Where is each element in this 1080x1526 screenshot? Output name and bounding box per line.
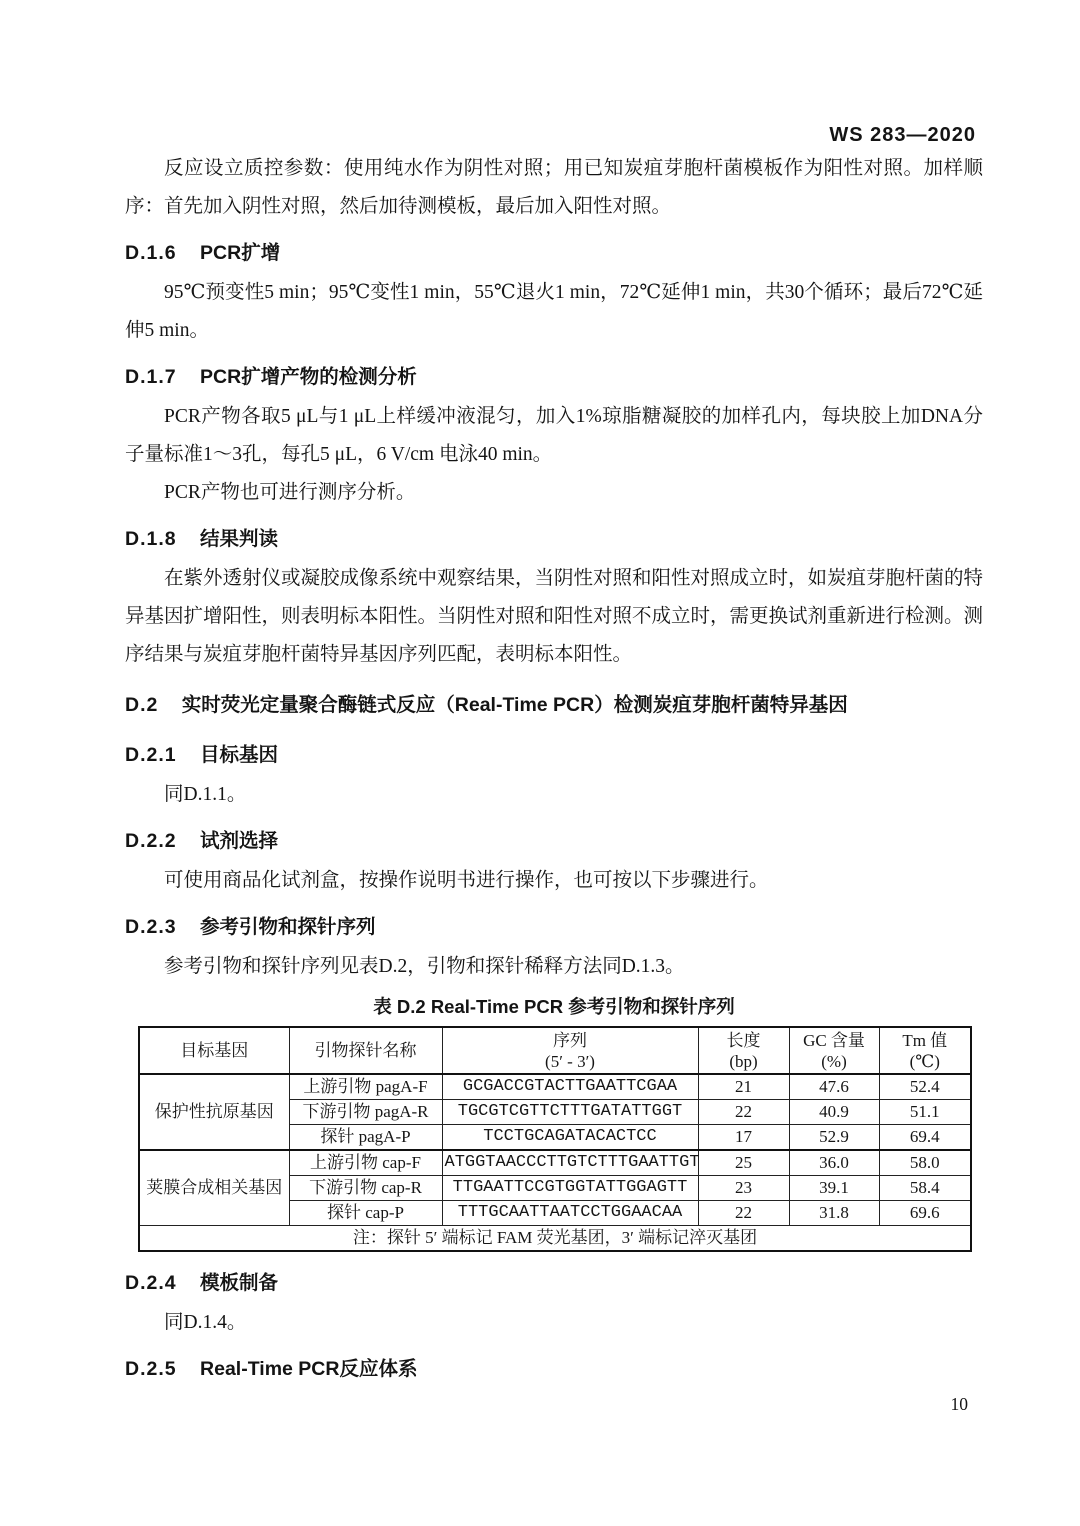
col-header-target-gene: 目标基因 bbox=[139, 1027, 289, 1074]
sequence-cell: TTGAATTCCGTGGTATTGGAGTT bbox=[442, 1176, 698, 1201]
section-title: PCR扩增产物的检测分析 bbox=[200, 366, 417, 388]
length-cell: 21 bbox=[698, 1074, 789, 1100]
paragraph-template-prep-ref: 同D.1.4。 bbox=[164, 1312, 247, 1333]
section-heading-d1-7 bbox=[125, 358, 983, 396]
tm-cell: 52.4 bbox=[879, 1074, 971, 1100]
primer-name-cell: 探针 cap-P bbox=[289, 1201, 442, 1226]
col-header-tm-value bbox=[879, 1027, 971, 1074]
sequence-cell: TGCGTCGTTCTTTGATATTGGT bbox=[442, 1100, 698, 1125]
paragraph-target-gene-ref: 同D.1.1。 bbox=[164, 784, 247, 805]
section-title: 参考引物和探针序列 bbox=[200, 916, 376, 938]
tm-cell: 58.0 bbox=[879, 1150, 971, 1176]
gc-cell: 36.0 bbox=[789, 1150, 879, 1176]
gc-cell: 31.8 bbox=[789, 1201, 879, 1226]
paragraph-qc-parameters: 反应设立质控参数：使用纯水作为阴性对照；用已知炭疽芽胞杆菌模板作为阳性对照。加样顺序：首先加入阴性对照，然后加待测模板，最后加入阳性对照。 bbox=[125, 158, 983, 217]
table-row bbox=[139, 1074, 971, 1100]
table-header-row bbox=[139, 1027, 971, 1074]
length-cell: 25 bbox=[698, 1150, 789, 1176]
section-title: 结果判读 bbox=[200, 528, 279, 550]
section-title: 目标基因 bbox=[200, 744, 279, 766]
tm-cell: 58.4 bbox=[879, 1176, 971, 1201]
col-header-length-line2: (bp) bbox=[729, 1051, 758, 1071]
primer-name-cell: 下游引物 pagA-R bbox=[289, 1100, 442, 1125]
section-number: D.2 bbox=[125, 694, 159, 716]
col-header-sequence bbox=[442, 1027, 698, 1074]
gene-cell-cap: 荚膜合成相关基因 bbox=[139, 1150, 289, 1226]
section-heading-d2-5 bbox=[125, 1350, 983, 1388]
sequence-cell: ATGGTAACCCTTGTCTTTGAATTGT bbox=[442, 1150, 698, 1176]
page-content bbox=[125, 150, 983, 1390]
section-number: D.2.3 bbox=[125, 916, 177, 938]
paragraph-result-interpretation: 在紫外透射仪或凝胶成像系统中观察结果，当阴性对照和阳性对照成立时，如炭疽芽胞杆菌的特异基因扩增阳性，则表明标本阳性。当阴性对照和阳性对照不成立时，需更换试剂重新进行检测。测序结果与炭疽芽胞杆菌特异基因序列匹配，表明标本阳性。 bbox=[125, 568, 984, 665]
col-header-gc-line1: GC 含量 bbox=[803, 1030, 865, 1050]
section-heading-d2 bbox=[125, 686, 983, 724]
section-number: D.1.6 bbox=[125, 242, 177, 264]
col-header-sequence-line1: 序列 bbox=[553, 1030, 587, 1050]
section-number: D.1.8 bbox=[125, 528, 177, 550]
section-number: D.1.7 bbox=[125, 366, 177, 388]
gc-cell: 47.6 bbox=[789, 1074, 879, 1100]
col-header-gc-line2: (%) bbox=[821, 1051, 847, 1071]
col-header-sequence-line2: (5′ - 3′) bbox=[545, 1051, 595, 1071]
gc-cell: 40.9 bbox=[789, 1100, 879, 1125]
primer-name-cell: 下游引物 cap-R bbox=[289, 1176, 442, 1201]
section-title: Real-Time PCR反应体系 bbox=[200, 1358, 418, 1380]
section-number: D.2.1 bbox=[125, 744, 177, 766]
section-number: D.2.2 bbox=[125, 830, 177, 852]
section-heading-d2-2 bbox=[125, 822, 983, 860]
length-cell: 17 bbox=[698, 1125, 789, 1151]
tm-cell: 69.6 bbox=[879, 1201, 971, 1226]
table-note: 注：探针 5′ 端标记 FAM 荧光基团，3′ 端标记淬灭基团 bbox=[139, 1226, 971, 1252]
col-header-length bbox=[698, 1027, 789, 1074]
tm-cell: 69.4 bbox=[879, 1125, 971, 1151]
section-title: 试剂选择 bbox=[200, 830, 279, 852]
table-row bbox=[139, 1150, 971, 1176]
paragraph-sequencing-option: PCR产物也可进行测序分析。 bbox=[164, 482, 416, 503]
gc-cell: 39.1 bbox=[789, 1176, 879, 1201]
section-heading-d1-6 bbox=[125, 234, 983, 272]
col-header-gc-content bbox=[789, 1027, 879, 1074]
primer-probe-table bbox=[138, 1026, 972, 1252]
gc-cell: 52.9 bbox=[789, 1125, 879, 1151]
length-cell: 22 bbox=[698, 1201, 789, 1226]
section-heading-d2-3 bbox=[125, 908, 983, 946]
col-header-tm-line2: (℃) bbox=[909, 1051, 940, 1071]
table-note-row bbox=[139, 1226, 971, 1252]
length-cell: 22 bbox=[698, 1100, 789, 1125]
section-title: PCR扩增 bbox=[200, 242, 281, 264]
section-heading-d2-4 bbox=[125, 1264, 983, 1302]
sequence-cell: TTTGCAATTAATCCTGGAACAA bbox=[442, 1201, 698, 1226]
section-title: 实时荧光定量聚合酶链式反应（Real-Time PCR）检测炭疽芽胞杆菌特异基因 bbox=[181, 694, 848, 716]
page-number: 10 bbox=[950, 1394, 968, 1414]
section-heading-d1-8 bbox=[125, 520, 983, 558]
table-title: 表 D.2 Real-Time PCR 参考引物和探针序列 bbox=[373, 996, 735, 1017]
tm-cell: 51.1 bbox=[879, 1100, 971, 1125]
col-header-primer-probe-name: 引物探针名称 bbox=[289, 1027, 442, 1074]
paragraph-pcr-cycles: 95℃预变性5 min；95℃变性1 min，55℃退火1 min，72℃延伸1 min，共30个循环；最后72℃延伸5 min。 bbox=[125, 282, 983, 341]
paragraph-reagent-selection: 可使用商品化试剂盒，按操作说明书进行操作，也可按以下步骤进行。 bbox=[164, 870, 769, 891]
section-number: D.2.5 bbox=[125, 1358, 177, 1380]
sequence-cell: TCCTGCAGATACACTCC bbox=[442, 1125, 698, 1151]
section-title: 模板制备 bbox=[200, 1272, 279, 1294]
gene-cell-pag: 保护性抗原基因 bbox=[139, 1074, 289, 1150]
primer-name-cell: 上游引物 cap-F bbox=[289, 1150, 442, 1176]
section-number: D.2.4 bbox=[125, 1272, 177, 1294]
sequence-cell: GCGACCGTACTTGAATTCGAA bbox=[442, 1074, 698, 1100]
section-heading-d2-1 bbox=[125, 736, 983, 774]
paragraph-electrophoresis: PCR产物各取5 μL与1 μL上样缓冲液混匀，加入1%琼脂糖凝胶的加样孔内，每块胶上加DNA分子量标准1～3孔，每孔5 μL，6 V/cm 电泳40 min。 bbox=[125, 406, 983, 465]
col-header-length-line1: 长度 bbox=[726, 1030, 761, 1050]
primer-name-cell: 上游引物 pagA-F bbox=[289, 1074, 442, 1100]
primer-name-cell: 探针 pagA-P bbox=[289, 1125, 442, 1151]
document-code: WS 283—2020 bbox=[829, 124, 976, 146]
length-cell: 23 bbox=[698, 1176, 789, 1201]
col-header-tm-line1: Tm 值 bbox=[902, 1030, 948, 1050]
paragraph-primer-probe-ref: 参考引物和探针序列见表D.2，引物和探针稀释方法同D.1.3。 bbox=[164, 956, 685, 977]
